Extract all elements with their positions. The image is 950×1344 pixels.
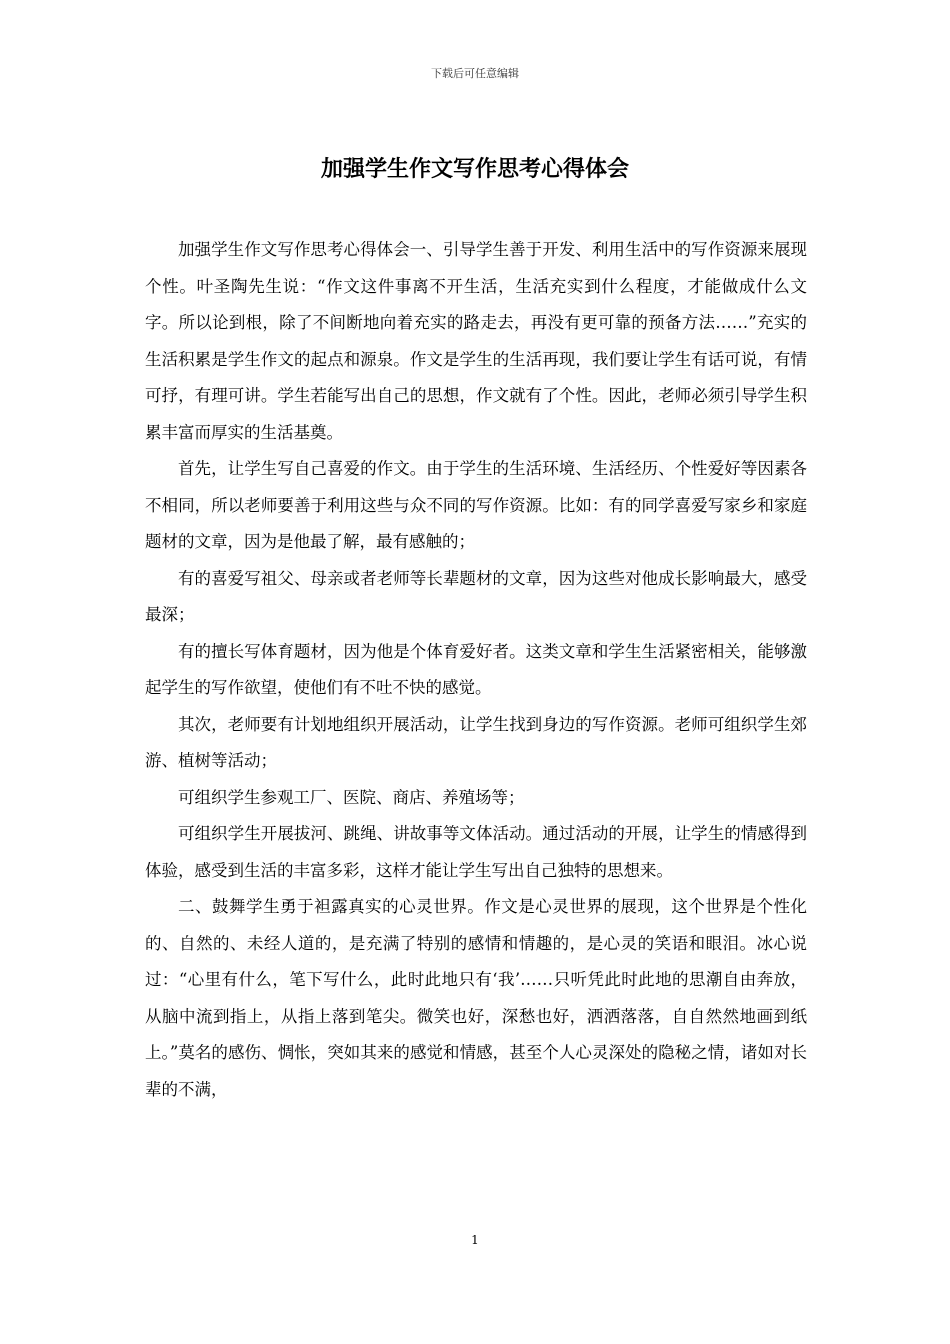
page-number: 1	[471, 1233, 479, 1247]
paragraph-6: 可组织学生参观工厂、医院、商店、养殖场等；	[178, 787, 525, 807]
paragraph-3: 有的喜爱写祖父、母亲或者老师等长辈题材的文章，因为这些对他成长影响最大，感受最深；	[145, 568, 807, 624]
paragraph-4: 有的擅长写体育题材，因为他是个体育爱好者。这类文章和学生生活紧密相关，能够激起学生的写作欲望，使他们有不吐不快的感觉。	[145, 641, 807, 697]
paragraph-8: 二、鼓舞学生勇于袒露真实的心灵世界。作文是心灵世界的展现，这个世界是个性化的、自然的、未经人道的，是充满了特别的感情和情趣的，是心灵的笑语和眼泪。冰心说过：“心里有什么，笔下写什么，此时此地只有‘我’……只听凭此时此地的思潮自由奔放，从脑中流到指上，从指上落到笔尖。微笑也好，深愁也好，洒洒落落，自自然然地画到纸上。”莫名的感伤、惆怅，突如其来的感觉和情感，甚至个人心灵深处的隐秘之情，诸如对长辈的不满，	[145, 897, 807, 1099]
document-title: 加强学生作文写作思考心得体会	[320, 156, 629, 182]
paragraph-1: 加强学生作文写作思考心得体会一、引导学生善于开发、利用生活中的写作资源来展现个性。叶圣陶先生说：“作文这件事离不开生活，生活充实到什么程度，才能做成什么文字。所以论到根，除了不间断地向着充实的路走去，再没有更可靠的预备方法……”充实的生活积累是学生作文的起点和源泉。作文是学生的生活再现，我们要让学生有话可说，有情可抒，有理可讲。学生若能写出自己的思想，作文就有了个性。因此，老师必须引导学生积累丰富而厚实的生活基奠。	[145, 240, 807, 442]
paragraph-5: 其次，老师要有计划地组织开展活动，让学生找到身边的写作资源。老师可组织学生郊游、植树等活动；	[145, 714, 807, 770]
paragraph-7: 可组织学生开展拔河、跳绳、讲故事等文体活动。通过活动的开展，让学生的情感得到体验，感受到生活的丰富多彩，这样才能让学生写出自己独特的思想来。	[145, 824, 807, 880]
document-body	[145, 232, 807, 1108]
header-note: 下载后可任意编辑	[431, 67, 519, 80]
paragraph-2: 首先，让学生写自己喜爱的作文。由于学生的生活环境、生活经历、个性爱好等因素各不相同，所以老师要善于利用这些与众不同的写作资源。比如：有的同学喜爱写家乡和家庭题材的文章，因为是他最了解，最有感触的；	[145, 459, 807, 551]
